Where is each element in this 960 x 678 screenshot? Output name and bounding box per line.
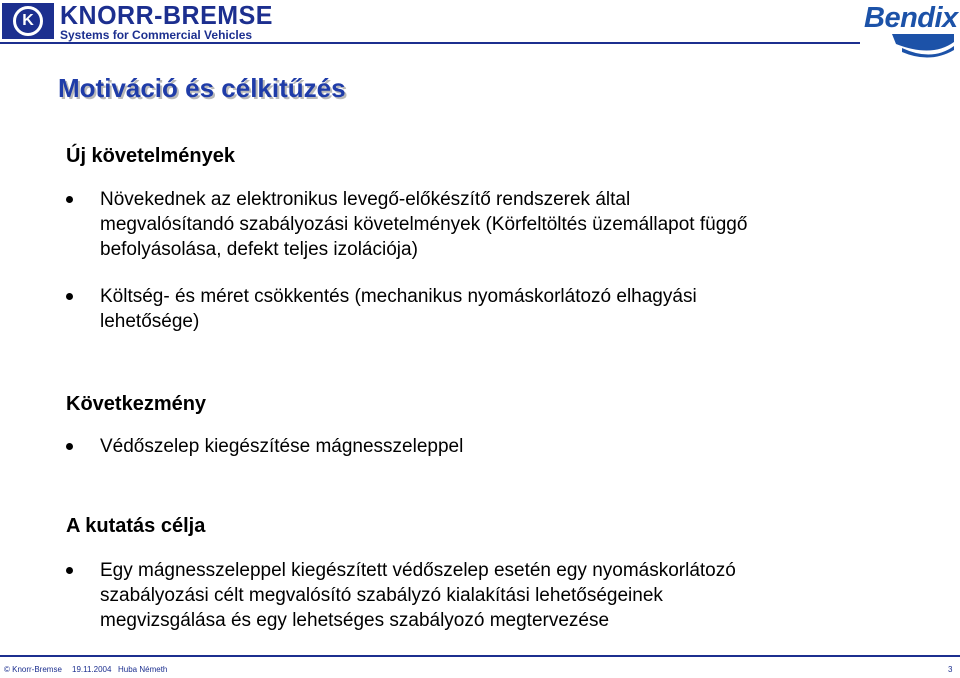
company-tagline: Systems for Commercial Vehicles (60, 28, 253, 42)
company-name: KNORR-BREMSE (60, 0, 273, 31)
section-heading-consequence: Következmény (66, 393, 207, 415)
bullet-line: szabályozási célt megvalósító szabályzó kialakítási lehetőségeinek (100, 585, 663, 606)
bullet-icon (66, 443, 73, 450)
bendix-swoosh-icon (862, 32, 956, 60)
footer-author: Huba Németh (118, 665, 168, 674)
bullet-icon (66, 196, 73, 203)
knorr-bremse-emblem-icon (13, 6, 43, 36)
bendix-logo (862, 2, 956, 60)
section-heading-requirements: Új követelmények (66, 145, 235, 167)
bullet-line: Költség- és méret csökkentés (mechanikus nyomáskorlátozó elhagyási (100, 286, 697, 307)
bullet-line: megvizsgálása és egy lehetséges szabályozó megtervezése (100, 610, 610, 631)
bullet-line: Egy mágnesszeleppel kiegészített védőszelep esetén egy nyomáskorlátozó (100, 560, 736, 581)
header-divider (0, 42, 860, 44)
page-title: Motiváció és célkitűzés (58, 73, 346, 103)
partner-brand: Bendix (864, 2, 958, 34)
bullet-line: Védőszelep kiegészítése mágnesszeleppel (100, 436, 464, 457)
section-heading-research-goal: A kutatás célja (66, 515, 206, 537)
company-brand (60, 2, 273, 42)
footer-page-number: 3 (948, 665, 953, 674)
bullet-line: Növekednek az elektronikus levegő-előkészítő rendszerek által (100, 189, 631, 210)
knorr-bremse-logo (2, 3, 54, 39)
bullet-line: befolyásolása, defekt teljes izolációja) (100, 239, 418, 260)
footer-date: 19.11.2004 (72, 665, 112, 674)
footer-copyright: © Knorr-Bremse (4, 665, 62, 674)
bullet-icon (66, 567, 73, 574)
bullet-line: megvalósítandó szabályozási követelmények (Körfeltöltés üzemállapot függő (100, 214, 748, 235)
bullet-line: lehetősége) (100, 311, 200, 332)
bullet-icon (66, 293, 73, 300)
footer-divider (0, 655, 960, 657)
logo-letter: K (22, 12, 34, 29)
